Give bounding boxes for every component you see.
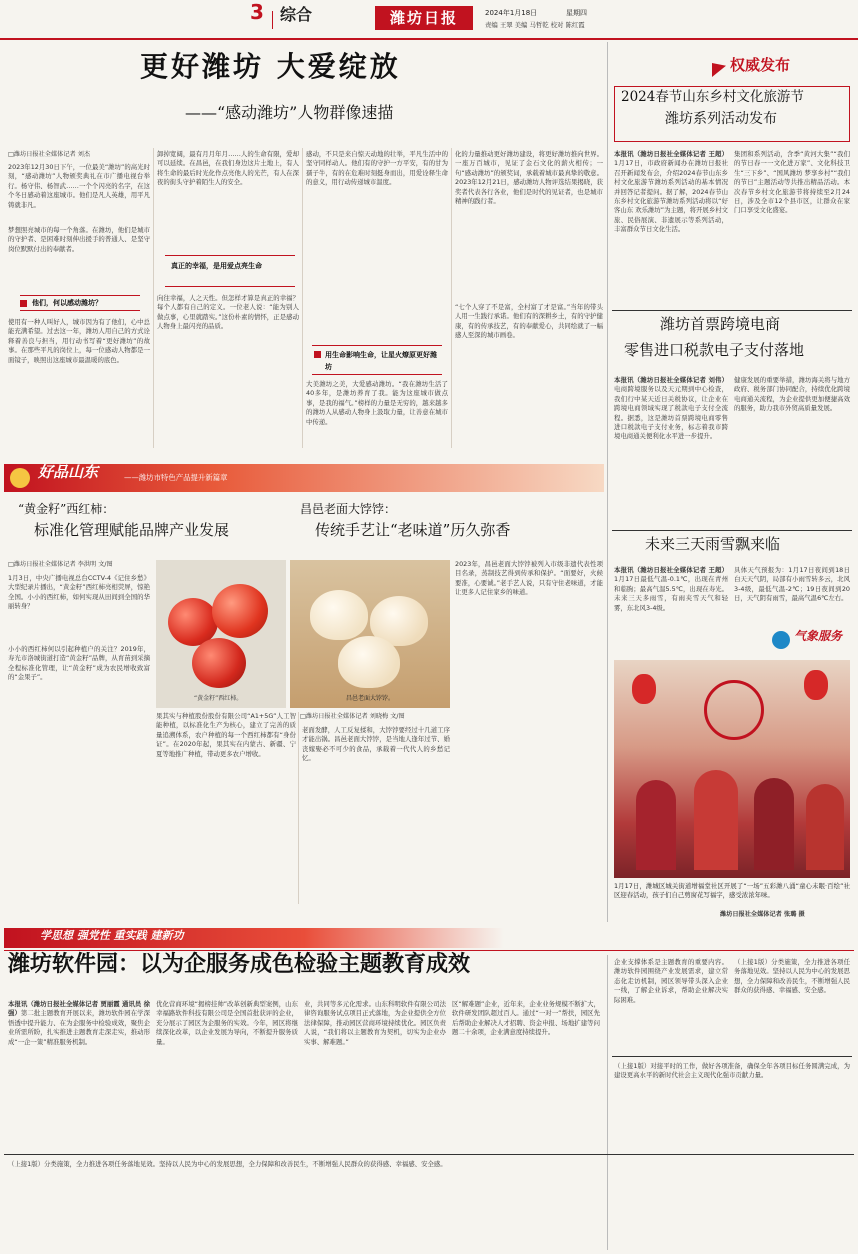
lead-col1-text3: 使用有一种人叫好人，城市因为有了他们，心中总能充满希望。过去这一年，潍坊人用自己的方式诠释着善良与担当，用行动书写着“更好潍坊”的故事。在那些平凡的岗位上，每一位感动人物都是一面镜子，映照出这座城市最温暖的底色。 — [8, 318, 150, 364]
bullet-icon — [314, 351, 321, 358]
col-divider — [302, 148, 303, 448]
spring-festival-photo — [614, 660, 850, 878]
child-figure — [806, 784, 844, 870]
photo-caption: 1月17日，潍城区城关街道增福堂社区开展了“一场”五彩潍八涌“童心未眠·百绘”社区迎春活动，孩子们自己剪窗花写福字，感受浓浓年味。 — [614, 882, 850, 900]
story1-byline: □潍坊日报社全媒体记者 李洪明 文/图 — [8, 561, 113, 568]
lead-sub2: 真正的幸福，是用爱点亮生命 — [171, 262, 262, 270]
footer-continuation: （上接1版）分类施策，全力推进各项任务落地见效。坚持以人民为中心的发展思想，全力保障和改善民生，不断增强人民群众的获得感、幸福感、安全感。 — [8, 1160, 447, 1168]
footer-rule — [4, 1154, 854, 1155]
lead-col2-text: 卸掉宽阔，最有月月年月……人的生命有限，爱却可以延续。在昌邑，在我们身边这片土地上，有人将生命的最后时光化作点亮他人的光芒，有人在深夜的街头守护着陌生人的安全。 — [157, 150, 299, 187]
col-divider — [298, 712, 299, 904]
section-rule — [612, 1056, 852, 1057]
issue-date: 2024年1月18日 — [485, 9, 538, 17]
lead-col1-text: 2023年12月30日下午，一位最美“潍坊”的高光时刻，“感动潍坊”人物颁奖典礼在市广播电视台举行。杨守伟、杨智武……一个个闪亮的名字，在这个冬日感动着这座城市。他们是凡人英雄，用平凡铸就非凡。 — [8, 163, 150, 209]
tomato — [212, 584, 268, 638]
story2-headline-l2: 传统手艺让“老味道”历久弥香 — [315, 521, 511, 539]
page-number: 3 — [250, 0, 264, 24]
lead-col1-text2: 梦想照亮城市的每一个角落。在潍坊，他们是城市的守护者、是困难时刻伸出援手的普通人、是坚守岗位默默付出的奉献者。 — [8, 226, 150, 253]
story1-headline-l1: “黄金籽”西红柿： — [18, 502, 115, 516]
story2-text: 果其实与种植股份股份有限公司“A1+5G”人工智能种植，以标准化生产为核心，建立了完善的质量追溯体系，农户种植的每一个西红柿都有“身份证”。在2020年起，果其实在内蒙古、新疆、宁夏等地推广种植，带动更多农户增收。 — [156, 712, 296, 758]
software-text4: 区“解难题”企业，近年来，企业业务规模不断扩大，软件研发团队超过百人。通过“一对一”帮扶，园区先后帮助企业解决人才招聘、资金申报、场地扩建等问题二十余项，企业满意度持续提升。 — [452, 1000, 600, 1037]
lead-col3-text: 感动，不只是来自惊天动地的壮举，平凡生活中的坚守同样动人。他们有的守护一方平安，有的甘为孺子牛，有的在危难时刻挺身而出，用爱诠释生命的意义，用行动传递城市温度。 — [306, 150, 448, 187]
bun-caption: 昌邑老面大饽饽。 — [346, 695, 395, 702]
bullet-icon — [20, 300, 27, 307]
section-name: 综合 — [280, 5, 313, 24]
child-figure — [636, 780, 676, 870]
lead-subhead-box-3 — [312, 345, 442, 375]
lead-subhead-box-2 — [165, 255, 295, 287]
products-banner — [4, 464, 604, 492]
weather-body: 1月17日最低气温-0.1℃，出现在青州和临朐；最高气温5.5℃，出现在寿光。未来三天多雨雪，有雨夹雪天气和轻雾，东北风3-4级。 — [614, 575, 728, 612]
weather-badge — [772, 630, 844, 652]
authority-text1 — [614, 150, 728, 300]
ecommerce-body: 电商跨境服务以及天元期到中心检查，我们行中某天近日关税协议，让企业在跨境电商领域实现了税款电子支付全流程。据悉，这是潍坊首票跨境电商零售进口税款电子支付业务，标志着我市跨境电商通关便利化水平进一步提升。 — [614, 385, 728, 441]
lead-headline: 更好潍坊 大爱绽放 — [140, 50, 401, 83]
sidebar-text1: 企业支撑体系是主题教育的重要内容。潍坊软件园围绕产业发展需求，建立常态化走访机制，园区领导带头深入企业一线，了解企业诉求，帮助企业解决实际困难。 — [614, 958, 728, 1004]
sidebar-text3: （上接1版）对接平时的工作，做好各项准备，确保全年各项目标任务圆满完成，为建设更高水平的新时代社会主义现代化强市贡献力量。 — [614, 1062, 850, 1080]
weather-badge-label: 气象服务 — [794, 629, 843, 643]
paper-logo: 潍坊日报 — [375, 6, 473, 30]
weather-text1 — [614, 566, 728, 656]
tomato — [192, 638, 246, 688]
masthead-rule — [0, 38, 858, 40]
sidebar-text2: （上接1版）分类施策，全力推进各项任务落地见效。坚持以人民为中心的发展思想，全力保障和改善民生，不断增强人民群众的获得感、幸福感、安全感。 — [734, 958, 850, 995]
ecommerce-headline-l2: 零售进口税款电子支付落地 — [624, 341, 805, 359]
authority-byline: 本报讯（潍坊日报社全媒体记者 王超） — [614, 150, 728, 158]
weather-text2: 具体天气预报为：1月17日夜间到18日白天天气阴，局部有小雨雪转多云，北风3-4级，最低气温-2℃；19日夜间到20日，天气阴有雨雪，最高气温6℃左右。 — [734, 566, 850, 603]
story1-text2: 小小的西红柿何以引起种植户的关注？2019年，寿光市洛城街道打造“黄金籽”品牌，从育苗到采摘全程标准化管理，让“黄金籽”成为农民增收致富的“金果子”。 — [8, 645, 150, 682]
authority-headline-l2: 潍坊系列活动发布 — [665, 111, 777, 127]
section-rule — [612, 530, 852, 531]
column-separator — [607, 42, 608, 922]
lead-subhead: ——“感动潍坊”人物群像速描 — [185, 103, 394, 122]
authority-text2: 集团和系列活动，含季“黄河大集”“我们的节日春一一文化进万家”、文化科技卫生“三下乡”、“国风潍坊 梦享乡村”“我们的节日”主题活动等共推出精品活动。本次春节乡村文化旅游节将持续至2月24日，涉及全市12个县市区，让群众在家门口享受文化盛宴。 — [734, 150, 850, 215]
bun — [338, 636, 400, 688]
software-text3: 业，共同等多元化需求。山东科明软件有限公司法律咨询服务试点项目正式落地，为企业提供全方位法律保障，推动园区营商环境持续优化。园区负责人说，“我们将以主题教育为契机，切实为企业办实事、解难题。” — [304, 1000, 446, 1046]
ecommerce-byline: 本报讯（潍坊日报社全媒体记者 刘伟） — [614, 376, 728, 384]
story1-text: 1月3日，中央广播电视总台CCTV-4《记住乡愁》大型纪录片播出，“黄金籽”西红柿亮相荧屏，惊艳全国。小小的西红柿，如何实现从田间到全国的华丽转身？ — [8, 574, 150, 611]
lead-byline: □潍坊日报社全媒体记者 刘杰 — [8, 151, 91, 158]
story2-headline-l1: 昌邑老面大饽饽： — [300, 502, 397, 516]
software-byline: 本报讯（潍坊日报社全媒体记者 贾丽霞 通讯员 徐强） — [8, 1000, 150, 1018]
lantern-icon — [632, 674, 656, 704]
products-banner-sub: ——潍坊市特色产品提升新篇章 — [124, 473, 228, 482]
section-rule — [612, 310, 852, 311]
story2-byline: □潍坊日报社全媒体记者 刘晓梅 文/图 — [300, 713, 405, 720]
authority-headline-l1: 2024春节山东乡村文化旅游节 — [621, 89, 804, 105]
software-text2: 优化营商环境“揭榜挂帅”改革创新典型案例，山东幸福路软件科技有限公司是全国首批获评的企业，充分展示了园区为企服务的实效。今年，园区将继续深化改革，以企业发展为导向，不断提升服务质量。 — [156, 1000, 298, 1046]
banner-emblem — [10, 468, 30, 488]
story1-headline-l2: 标准化管理赋能品牌产业发展 — [34, 521, 230, 539]
weather-icon — [772, 631, 790, 649]
story2-text2: 老面发酵，人工反复揉和，大饽饽要经过十几道工序才能出锅。昌邑老面大饽饽，是当地人逢年过节、婚丧嫁娶必不可少的食品，承载着一代代人的乡愁记忆。 — [302, 726, 450, 763]
section-divider — [272, 11, 273, 29]
authority-headline-box — [614, 86, 850, 142]
authority-tag — [712, 56, 791, 82]
child-figure — [754, 778, 794, 870]
software-body: 第二批主题教育开展以来，潍坊软件园在学深悟透中提升能力、在为企服务中检验成效，聚焦企业所需所盼，扎实推进主题教育走深走实，推动形成“一企一策”精准服务机制。 — [8, 1009, 150, 1046]
lead-col4-text: 化的力量推动更好潍坊建设，将更好潍坊推向世界。一座万百城市，见证了金石文化的薪火相传；一句“感动潍坊”的颁奖词，承载着城市最真挚的敬意。2023年12月21日，感动潍坊人物评选结果揭晓，获奖者代表各行各业，他们是时代的见证者，也是城市精神的践行者。 — [455, 150, 603, 206]
child-figure — [694, 770, 738, 870]
lead-col2-text2: 向往幸福，人之天性。但怎样才算是真正的幸福？每个人都有自己的定义。一位老人说：“能为别人做点事，心里就踏实。”这份朴素的情怀，正是感动人物身上最闪亮的品质。 — [157, 294, 299, 331]
lead-sub3: 用生命影响生命，让星火燎原更好潍坊 — [325, 351, 437, 371]
software-text1 — [8, 1000, 150, 1150]
weather-byline: 本报讯（潍坊日报社全媒体记者 王超） — [614, 566, 728, 574]
masthead — [0, 0, 858, 38]
lantern-icon — [804, 670, 828, 700]
tomato-caption: “黄金籽”西红柿。 — [194, 695, 243, 702]
lead-subhead-box-1 — [20, 295, 140, 311]
weather-headline: 未来三天雨雪飘来临 — [645, 535, 781, 553]
photo-credit: 潍坊日报社全媒体记者 张璐 摄 — [720, 911, 805, 918]
ecommerce-headline-l1: 潍坊首票跨境电商 — [660, 315, 781, 333]
ecommerce-text1 — [614, 376, 728, 521]
issue-weekday: 星期四 — [566, 9, 587, 17]
lead-col3-text2: 大美潍坊之美，大爱感动潍坊。“我在潍坊生活了40多年，是潍坊养育了我。能为这座城市做点事，是我的福气。”榜样的力量是无穷的，越来越多的潍坊人从感动人物身上汲取力量，让善意在城市中传递。 — [306, 380, 448, 426]
flag-icon — [712, 63, 726, 77]
lead-col4-text2: “七个人穿了不是富，全村富了才是富。”当年的带头人用一生践行承诺。他们有的深耕乡土，有的守护健康，有的传承技艺，有的奉献爱心，共同绘就了一幅感人至深的城市画卷。 — [455, 303, 603, 340]
window-paper-cut — [704, 680, 764, 740]
ecommerce-text2: 健康发展的重要举措，潍坊海关将与地方政府、税务部门协同配合，持续优化跨境电商通关流程，为企业提供更加便捷高效的服务，助力我市外贸高质量发展。 — [734, 376, 850, 413]
col-divider — [153, 148, 154, 448]
bun — [310, 590, 368, 640]
products-banner-title: 好品山东 — [38, 463, 99, 481]
education-banner-label: 学思想 强党性 重实践 建新功 — [40, 929, 184, 942]
bun-photo — [290, 560, 450, 708]
tomato-photo — [156, 560, 286, 708]
authority-tag-label: 权威发布 — [730, 56, 791, 74]
authority-body: 1月17日，市政府新闻办在潍坊日报社召开新闻发布会，介绍2024春节山东乡村文化旅游节潍坊系列活动的基本情况并回答记者提问。据了解，2024春节山东乡村文化旅游节潍坊系列活动将以“好客山东 欢乐潍坊”为主题，将开展乡村文旅、民俗展演、非遗展示等系列活动，丰富群众节日文化生活。 — [614, 159, 728, 234]
editor-credits: 责编 王翠 美编 马哲乾 校对 陈红霞 — [485, 21, 585, 29]
education-banner — [4, 928, 504, 948]
software-headline: 潍坊软件园：以为企服务成色检验主题教育成效 — [8, 951, 471, 977]
col-divider — [451, 148, 452, 448]
lead-sub1: 他们，何以感动潍坊？ — [32, 299, 102, 307]
story2-text3: 2023年，昌邑老面大饽饽被列入市级非遗代表性项目名录，蒸制技艺得到传承和保护。“面要好，火候要准，心要诚。”老手艺人说，只有守住老味道，才能让更多人记住家乡的味道。 — [455, 560, 603, 597]
